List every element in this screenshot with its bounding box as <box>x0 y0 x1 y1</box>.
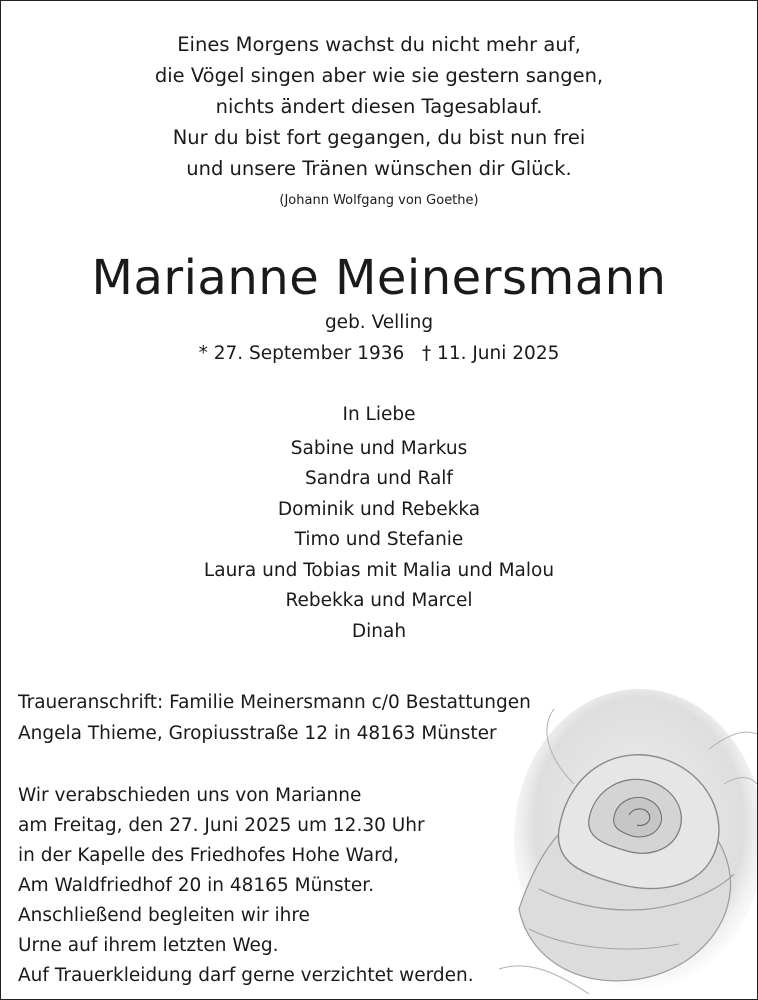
mourner-entry: Sabine und Markus <box>290 437 468 459</box>
mourner-entry: Dominik und Rebekka <box>277 498 481 520</box>
poem-line: nichts ändert diesen Tagesablauf. <box>215 95 543 118</box>
mourner-entry: Rebekka und Marcel <box>285 590 473 611</box>
service-line: in der Kapelle des Friedhofes Hohe Ward, <box>18 845 400 866</box>
poem <box>1 29 757 212</box>
address-line: Traueranschrift: Familie Meinersmann c/0 Bestattungen <box>18 692 531 713</box>
mourner-entry: Dinah <box>351 620 407 642</box>
mourning-address <box>18 687 531 749</box>
mourners-list <box>1 400 757 647</box>
mourner-entry: Timo und Stefanie <box>294 529 464 550</box>
poem-line: und unsere Tränen wünschen dir Glück. <box>186 157 572 180</box>
poem-line: Nur du bist fort gegangen, du bist nun frei <box>172 126 586 149</box>
mourner-entry: Laura und Tobias mit Malia und Malou <box>203 559 555 581</box>
deceased-name: Marianne Meinersmann <box>91 250 667 306</box>
poem-line: die Vögel singen aber wie sie gestern sangen, <box>154 64 604 87</box>
poem-author: (Johann Wolfgang von Goethe) <box>279 193 479 208</box>
service-line: Urne auf ihrem letzten Weg. <box>18 935 279 956</box>
service-line: Wir verabschieden uns von Marianne <box>18 785 362 806</box>
service-details <box>18 781 474 991</box>
service-line: Auf Trauerkleidung darf gerne verzichtet werden. <box>18 965 474 986</box>
mourners-intro: In Liebe <box>342 404 416 425</box>
mourner-entry: Sandra und Ralf <box>305 468 453 489</box>
service-line: Am Waldfriedhof 20 in 48165 Münster. <box>18 875 375 896</box>
address-line: Angela Thieme, Gropiusstraße 12 in 48163 Münster <box>18 723 497 744</box>
rose-illustration <box>479 689 758 1000</box>
maiden-name: geb. Velling <box>324 312 434 333</box>
service-line: am Freitag, den 27. Juni 2025 um 12.30 Uhr <box>18 815 425 836</box>
life-dates: * 27. September 1936 † 11. Juni 2025 <box>198 343 560 364</box>
service-line: Anschließend begleiten wir ihre <box>18 905 310 926</box>
poem-line: Eines Morgens wachst du nicht mehr auf, <box>177 33 581 56</box>
